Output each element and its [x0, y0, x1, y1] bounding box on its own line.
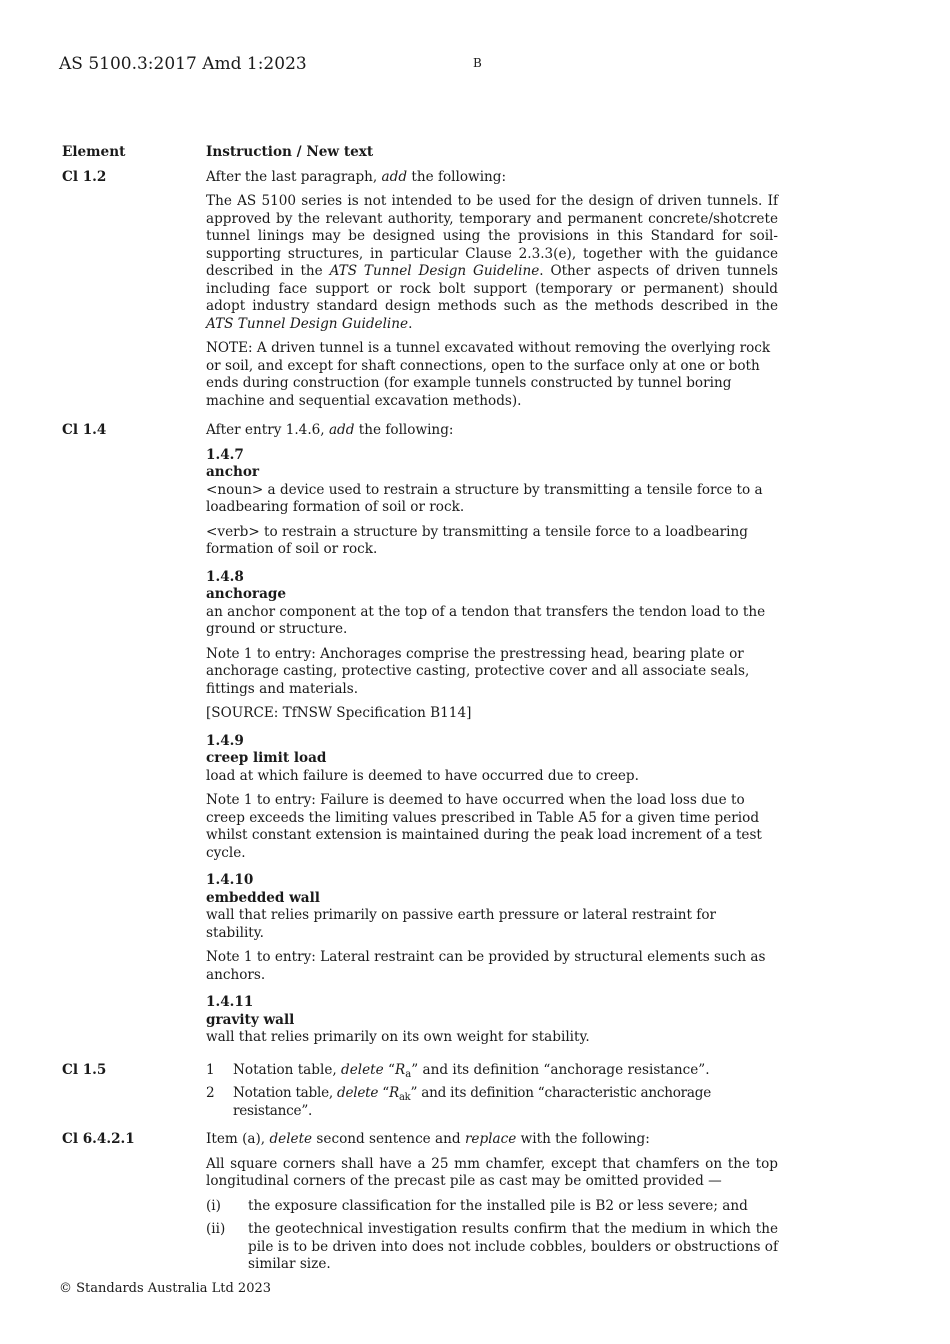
table-header-row: [62, 144, 778, 162]
instruction-cell: [206, 1062, 778, 1127]
table-row-cl-1-2: [62, 169, 778, 418]
sub-list-text: the exposure classification for the installed pile is B2 or less severe; and: [248, 1197, 748, 1214]
sub-list-text: the geotechnical investigation results confirm that the medium in which the pile is to be driven into does not include cobbles, boulders or obstructions of similar size.: [248, 1221, 778, 1272]
term-note: Note 1 to entry: Anchorages comprise the prestressing head, bearing plate or anchorage casting, protective casting, protective cover and all associate seals, fittings and materials.: [206, 645, 750, 697]
term-definition: an anchor component at the top of a tendon that transfers the tendon load to the ground or structure.: [206, 603, 766, 637]
table-row-cl-6-4-2-1: [62, 1131, 778, 1280]
element-label: Cl 1.2: [62, 168, 107, 185]
list-text: Notation table, delete “$R_{ak}$” and its definition “characteristic anchorage resistance”.: [233, 1085, 712, 1119]
instruction-text: After the last paragraph, add the following:: [206, 168, 507, 185]
term-1-4-7: [206, 447, 778, 559]
list-number: 1: [206, 1061, 215, 1078]
new-paragraph: The AS 5100 series is not intended to be used for the design of driven tunnels. If approved by the relevant authority, temporary and permanent concrete/shotcrete tunnel linings may be designed using the provisions in this Standard for soil-supporting structures, in particular Clause 2.3.3(e), together with the guidance described in the ATS Tunnel Design Guideline. Other aspects of driven tunnels including face support or rock bolt support (temporary or permanent) should adopt industry standard design methods such as the methods described in the ATS Tunnel Design Guideline.: [206, 193, 778, 332]
element-label: Cl 1.5: [62, 1061, 107, 1078]
amendment-code: B: [473, 56, 482, 70]
copyright-footer: © Standards Australia Ltd 2023: [59, 1281, 272, 1296]
term-definition: <verb> to restrain a structure by transmitting a tensile force to a loadbearing formation of soil or rock.: [206, 523, 748, 557]
sub-list-item: [206, 1198, 778, 1216]
sub-list-item: [206, 1221, 778, 1274]
table-row-cl-1-4: [62, 422, 778, 1054]
instruction-cell: [206, 1131, 778, 1280]
term-number: 1.4.10: [206, 872, 254, 888]
term-number: 1.4.11: [206, 994, 254, 1010]
column-header-instruction: Instruction / New text: [206, 144, 374, 160]
list-item: [206, 1062, 778, 1080]
term-note: Note 1 to entry: Lateral restraint can be provided by structural elements such as anchors.: [206, 949, 766, 983]
term-1-4-10: [206, 872, 778, 984]
term-number: 1.4.8: [206, 568, 244, 585]
element-label: Cl 1.4: [62, 422, 107, 438]
term-name: creep limit load: [206, 750, 327, 766]
instruction-cell: [206, 422, 778, 1054]
note-paragraph: NOTE: A driven tunnel is a tunnel excavated without removing the overlying rock or soil, and except for shaft connections, open to the surface only at one or both ends during construction (for example tunnels constructed by tunnel boring machine and sequential excavation methods).: [206, 340, 771, 409]
document-identifier: AS 5100.3:2017 Amd 1:2023: [59, 54, 307, 74]
column-header-element: Element: [62, 144, 126, 160]
term-number: 1.4.7: [206, 446, 244, 463]
term-1-4-8: [206, 569, 778, 723]
term-1-4-9: [206, 733, 778, 863]
table-row-cl-1-5: [62, 1062, 778, 1127]
instruction-cell: [206, 169, 778, 418]
list-number: 2: [206, 1085, 215, 1101]
term-note: Note 1 to entry: Failure is deemed to have occurred when the load loss due to creep exceeds the limiting values prescribed in Table A5 for a given time period whilst constant extension is maintained during the peak load increment of a test cycle.: [206, 792, 762, 861]
term-definition: wall that relies primarily on passive earth pressure or lateral restraint for stability.: [206, 907, 717, 941]
term-name: anchorage: [206, 586, 287, 602]
term-definition: load at which failure is deemed to have occurred due to creep.: [206, 767, 639, 784]
sub-list-number: (i): [206, 1197, 221, 1214]
list-text: Notation table, delete “$R_a$” and its definition “anchorage resistance”.: [233, 1061, 710, 1080]
amendment-table: [62, 144, 778, 1285]
instruction-text: After entry 1.4.6, add the following:: [206, 422, 454, 438]
sub-list-number: (ii): [206, 1221, 226, 1237]
term-number: 1.4.9: [206, 732, 244, 749]
new-paragraph: All square corners shall have a 25 mm chamfer, except that chamfers on the top longitudinal corners of the precast pile as cast may be omitted provided —: [206, 1155, 778, 1189]
term-1-4-11: [206, 994, 778, 1047]
term-name: embedded wall: [206, 889, 320, 906]
term-name: anchor: [206, 464, 260, 480]
term-source: [SOURCE: TfNSW Specification B114]: [206, 705, 472, 721]
term-name: gravity wall: [206, 1011, 295, 1028]
term-definition: <noun> a device used to restrain a structure by transmitting a tensile force to a loadbearing formation of soil or rock.: [206, 481, 763, 515]
element-label: Cl 6.4.2.1: [62, 1131, 135, 1147]
instruction-text: Item (a), delete second sentence and replace with the following:: [206, 1131, 650, 1147]
list-item: [206, 1085, 778, 1120]
term-definition: wall that relies primarily on its own weight for stability.: [206, 1029, 590, 1045]
